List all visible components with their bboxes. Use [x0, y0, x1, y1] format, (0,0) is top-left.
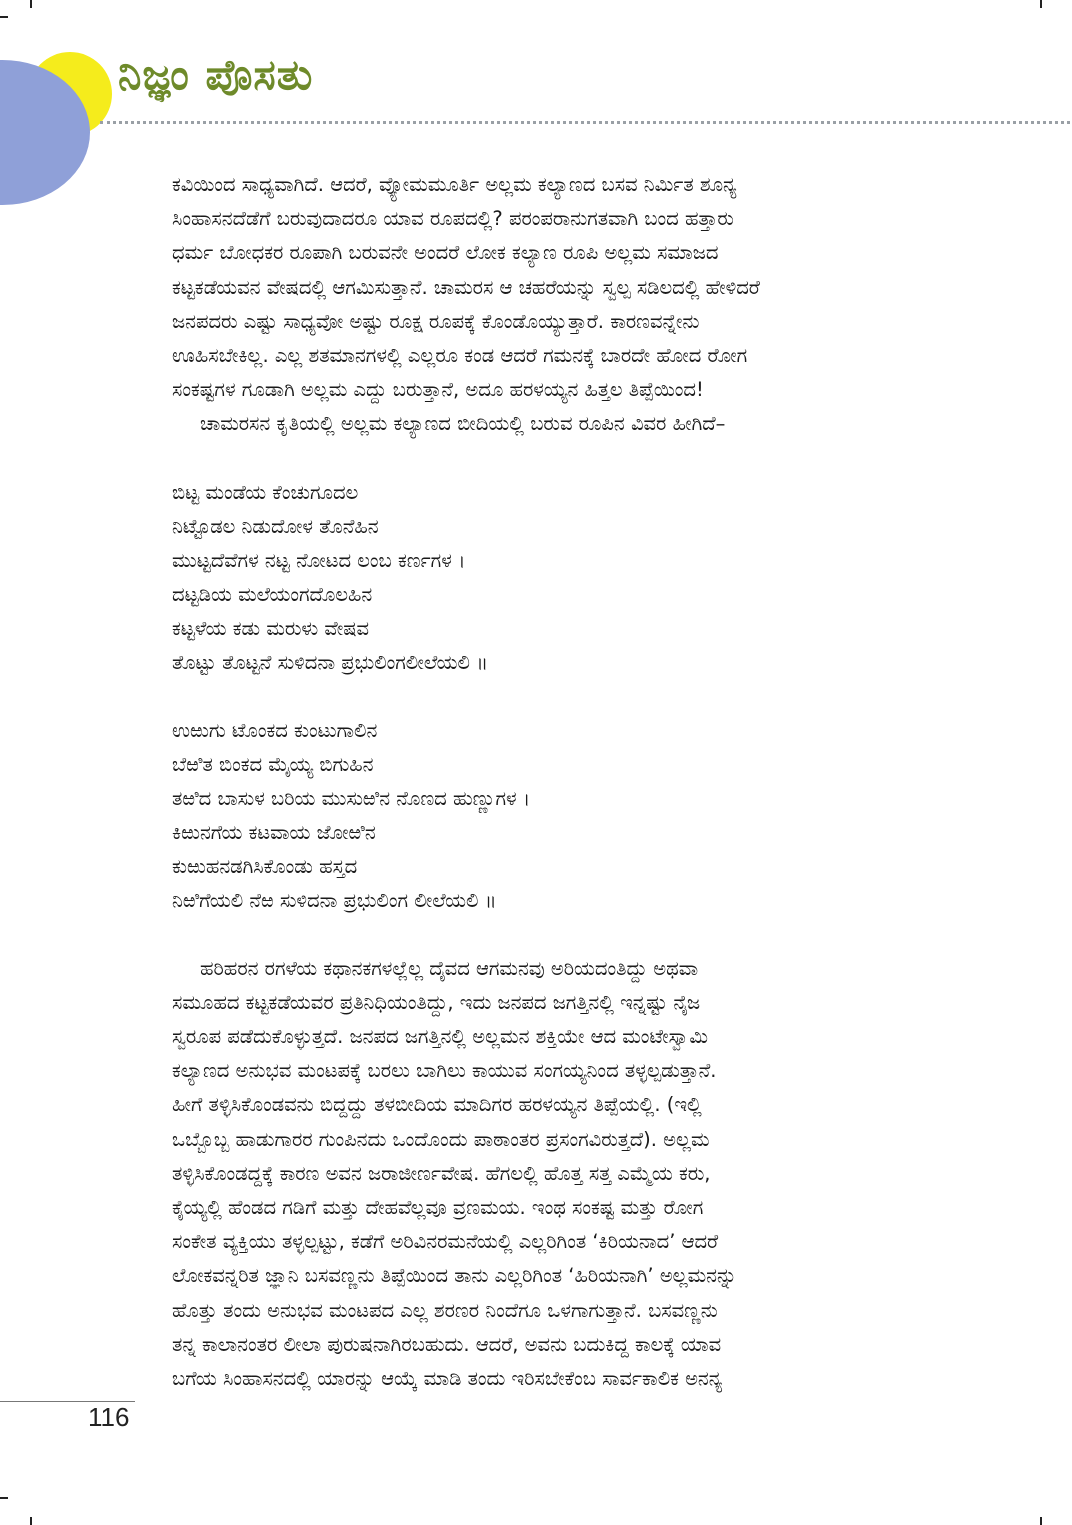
- crop-mark: [1040, 1517, 1042, 1525]
- text-line: ಬಗೆಯ ಸಿಂಹಾಸನದಲ್ಲಿ ಯಾರನ್ನು ಆಯ್ಕೆ ಮಾಡಿ ತಂದು ಇರಿಸಬೇಕೆಂಬ ಸಾರ್ವಕಾಲಿಕ ಅನನ್ಯ: [172, 1367, 723, 1391]
- verse-line: ಬೆಱಿತ ಬಿಂಕದ ಮೈಯ್ಯ ಬಿಗುಹಿನ: [172, 752, 374, 776]
- text-line: ಒಬ್ಬೊಬ್ಬ ಹಾಡುಗಾರರ ಗುಂಪಿನದು ಒಂದೊಂದು ಪಾಠಾಂತರ ಪ್ರಸಂಗವಿರುತ್ತದೆ). ಅಲ್ಲಮ: [172, 1127, 710, 1151]
- text-line: ಸಂಕೇತ ವ್ಯಕ್ತಿಯು ತಳ್ಳಲ್ಪಟ್ಟು, ಕಡೆಗೆ ಅರಿವಿನರಮನೆಯಲ್ಲಿ ಎಲ್ಲರಿಗಿಂತ ‘ಕಿರಿಯನಾದ’ ಆದರೆ: [172, 1230, 719, 1254]
- paragraph-3: [172, 952, 948, 1397]
- text-line: ಹೊತ್ತು ತಂದು ಅನುಭವ ಮಂಟಪದ ಎಲ್ಲ ಶರಣರ ನಿಂದೆಗೂ ಒಳಗಾಗುತ್ತಾನೆ. ಬಸವಣ್ಣನು: [172, 1298, 718, 1322]
- verse-line: ಕಿಱುನಗೆಯ ಕಟವಾಯ ಜೋಱಿನ: [172, 820, 376, 844]
- text-line: ಸಮೂಹದ ಕಟ್ಟಕಡೆಯವರ ಪ್ರತಿನಿಧಿಯಂತಿದ್ದು, ಇದು ಜನಪದ ಜಗತ್ತಿನಲ್ಲಿ ಇನ್ನಷ್ಟು ನೈಜ: [172, 990, 701, 1014]
- text-line: ತನ್ನ ಕಾಲಾನಂತರ ಲೀಲಾ ಪುರುಷನಾಗಿರಬಹುದು. ಆದರೆ, ಅವನು ಬದುಕಿದ್ದ ಕಾಲಕ್ಕೆ ಯಾವ: [172, 1332, 722, 1356]
- text-line: ಕೈಯ್ಯಲ್ಲಿ ಹೆಂಡದ ಗಡಿಗೆ ಮತ್ತು ದೇಹವೆಲ್ಲವೂ ವ್ರಣಮಯ. ಇಂಥ ಸಂಕಷ್ಟ ಮತ್ತು ರೋಗ: [172, 1196, 704, 1220]
- verse-stanza-1: [172, 476, 948, 680]
- verse-line: ಕುಱುಹನಡಗಿಸಿಕೊಂಡು ಹಸ್ತದ: [172, 854, 358, 878]
- crop-mark: [1040, 0, 1042, 8]
- text-line: ತಳ್ಳಿಸಿಕೊಂಡದ್ದಕ್ಕೆ ಕಾರಣ ಅವನ ಜರಾಜೀರ್ಣವೇಷ. ಹೆಗಲಲ್ಲಿ ಹೊತ್ತ ಸತ್ತ ಎಮ್ಮೆಯ ಕರು,: [172, 1161, 711, 1185]
- text-line: ಹರಿಹರನ ರಗಳೆಯ ಕಥಾನಕಗಳಲ್ಲೆಲ್ಲ ದೈವದ ಆಗಮನವು ಅರಿಯದಂತಿದ್ದು ಅಥವಾ: [200, 956, 699, 980]
- text-line: ಸ್ವರೂಪ ಪಡೆದುಕೊಳ್ಳುತ್ತದೆ. ಜನಪದ ಜಗತ್ತಿನಲ್ಲಿ ಅಲ್ಲಮನ ಶಕ್ತಿಯೇ ಆದ ಮಂಟೇಸ್ವಾಮಿ: [172, 1025, 708, 1049]
- text-line: ಕಲ್ಯಾಣದ ಅನುಭವ ಮಂಟಪಕ್ಕೆ ಬರಲು ಬಾಗಿಲು ಕಾಯುವ ಸಂಗಯ್ಯನಿಂದ ತಳ್ಳಲ್ಪಡುತ್ತಾನೆ.: [172, 1059, 717, 1083]
- crop-mark: [0, 16, 8, 18]
- text-line: ಊಹಿಸಬೇಕಿಲ್ಲ. ಎಲ್ಲ ಶತಮಾನಗಳಲ್ಲಿ ಎಲ್ಲರೂ ಕಂಡ ಆದರೆ ಗಮನಕ್ಕೆ ಬಾರದೇ ಹೋದ ರೋಗ: [172, 344, 748, 368]
- verse-stanza-2: [172, 714, 948, 918]
- paragraph-2: ಚಾಮರಸನ ಕೃತಿಯಲ್ಲಿ ಅಲ್ಲಮ ಕಲ್ಯಾಣದ ಬೀದಿಯಲ್ಲಿ ಬರುವ ರೂಪಿನ ವಿವರ ಹೀಗಿದೆ–: [200, 412, 726, 436]
- verse-line: ಉಱುಗು ಟೊಂಕದ ಕುಂಟುಗಾಲಿನ: [172, 718, 378, 742]
- verse-line: ಮುಟ್ಟದೆವೆಗಳ ನಟ್ಟ ನೋಟದ ಲಂಬ ಕರ್ಣಗಳ ।: [172, 548, 466, 572]
- verse-line: ಬಿಟ್ಟ ಮಂಡೆಯ ಕೆಂಚುಗೂದಲ: [172, 480, 359, 504]
- verse-line: ತಱಿದ ಬಾಸುಳ ಬರಿಯ ಮುಸುಱಿನ ನೊಣದ ಹುಣ್ಣುಗಳ ।: [172, 786, 531, 810]
- verse-line: ಕಟ್ಟಳೆಯ ಕಡು ಮರುಳು ವೇಷವ: [172, 616, 370, 640]
- text-line: ಸಂಕಷ್ಟಗಳ ಗೂಡಾಗಿ ಅಲ್ಲಮ ಎದ್ದು ಬರುತ್ತಾನೆ, ಅದೂ ಹರಳಯ್ಯನ ಹಿತ್ತಲ ತಿಪ್ಪೆಯಿಂದ!: [172, 378, 704, 402]
- page-body: [172, 168, 948, 1396]
- paragraph-1: [172, 168, 948, 407]
- verse-line: ತೊಟ್ಟು ತೊಟ್ಟನೆ ಸುಳಿದನಾ ಪ್ರಭುಲಿಂಗಲೀಲೆಯಲಿ ॥: [172, 650, 489, 674]
- text-line: ಹೀಗೆ ತಳ್ಳಿಸಿಕೊಂಡವನು ಬಿದ್ದದ್ದು ತಳಬೀದಿಯ ಮಾದಿಗರ ಹರಳಯ್ಯನ ತಿಪ್ಪೆಯಲ್ಲಿ. (ಇಲ್ಲಿ: [172, 1093, 702, 1117]
- text-line: ಕಟ್ಟಕಡೆಯವನ ವೇಷದಲ್ಲಿ ಆಗಮಿಸುತ್ತಾನೆ. ಚಾಮರಸ ಆ ಚಹರೆಯನ್ನು ಸ್ವಲ್ಪ ಸಡಿಲದಲ್ಲಿ ಹೇಳಿದರೆ: [172, 275, 760, 299]
- crop-mark: [0, 1497, 8, 1499]
- page-number: 116: [88, 1402, 130, 1432]
- verse-line: ದಟ್ಟಡಿಯ ಮಲೆಯಂಗದೊಲಹಿನ: [172, 582, 373, 606]
- text-line: ಲೋಕವನ್ನರಿತ ಜ್ಞಾನಿ ಬಸವಣ್ಣನು ತಿಪ್ಪೆಯಿಂದ ತಾನು ಎಲ್ಲರಿಗಿಂತ ‘ಹಿರಿಯನಾಗಿ’ ಅಲ್ಲಮನನ್ನು: [172, 1264, 737, 1288]
- crop-mark: [30, 0, 32, 8]
- header-dotted-rule: [100, 121, 1070, 124]
- crop-mark: [30, 1517, 32, 1525]
- running-header-title: ನಿಜ್ಞಂ ಪೊಸತು: [118, 50, 314, 99]
- text-line: ಧರ್ಮ ಬೋಧಕರ ರೂಪಾಗಿ ಬರುವನೇ ಅಂದರೆ ಲೋಕ ಕಲ್ಯಾಣ ರೂಪಿ ಅಲ್ಲಮ ಸಮಾಜದ: [172, 241, 719, 265]
- verse-line: ನಿಱಿಗೆಯಲಿ ನೆಱ ಸುಳಿದನಾ ಪ್ರಭುಲಿಂಗ ಲೀಲೆಯಲಿ ॥: [172, 888, 497, 912]
- verse-line: ನಿಟ್ಟೊಡಲ ನಿಡುದೋಳ ತೊನೆಹಿನ: [172, 514, 379, 538]
- text-line: ಸಿಂಹಾಸನದೆಡೆಗೆ ಬರುವುದಾದರೂ ಯಾವ ರೂಪದಲ್ಲಿ? ಪರಂಪರಾನುಗತವಾಗಿ ಬಂದ ಹತ್ತಾರು: [172, 207, 734, 231]
- text-line: ಕವಿಯಿಂದ ಸಾಧ್ಯವಾಗಿದೆ. ಆದರೆ, ವ್ಯೋಮಮೂರ್ತಿ ಅಲ್ಲಮ ಕಲ್ಯಾಣದ ಬಸವ ನಿರ್ಮಿತ ಶೂನ್ಯ: [172, 173, 737, 196]
- text-line: ಜನಪದರು ಎಷ್ಟು ಸಾಧ್ಯವೋ ಅಷ್ಟು ರೂಕ್ಷ ರೂಪಕ್ಕೆ ಕೊಂಡೊಯ್ಯುತ್ತಾರೆ. ಕಾರಣವನ್ನೇನು: [172, 309, 700, 333]
